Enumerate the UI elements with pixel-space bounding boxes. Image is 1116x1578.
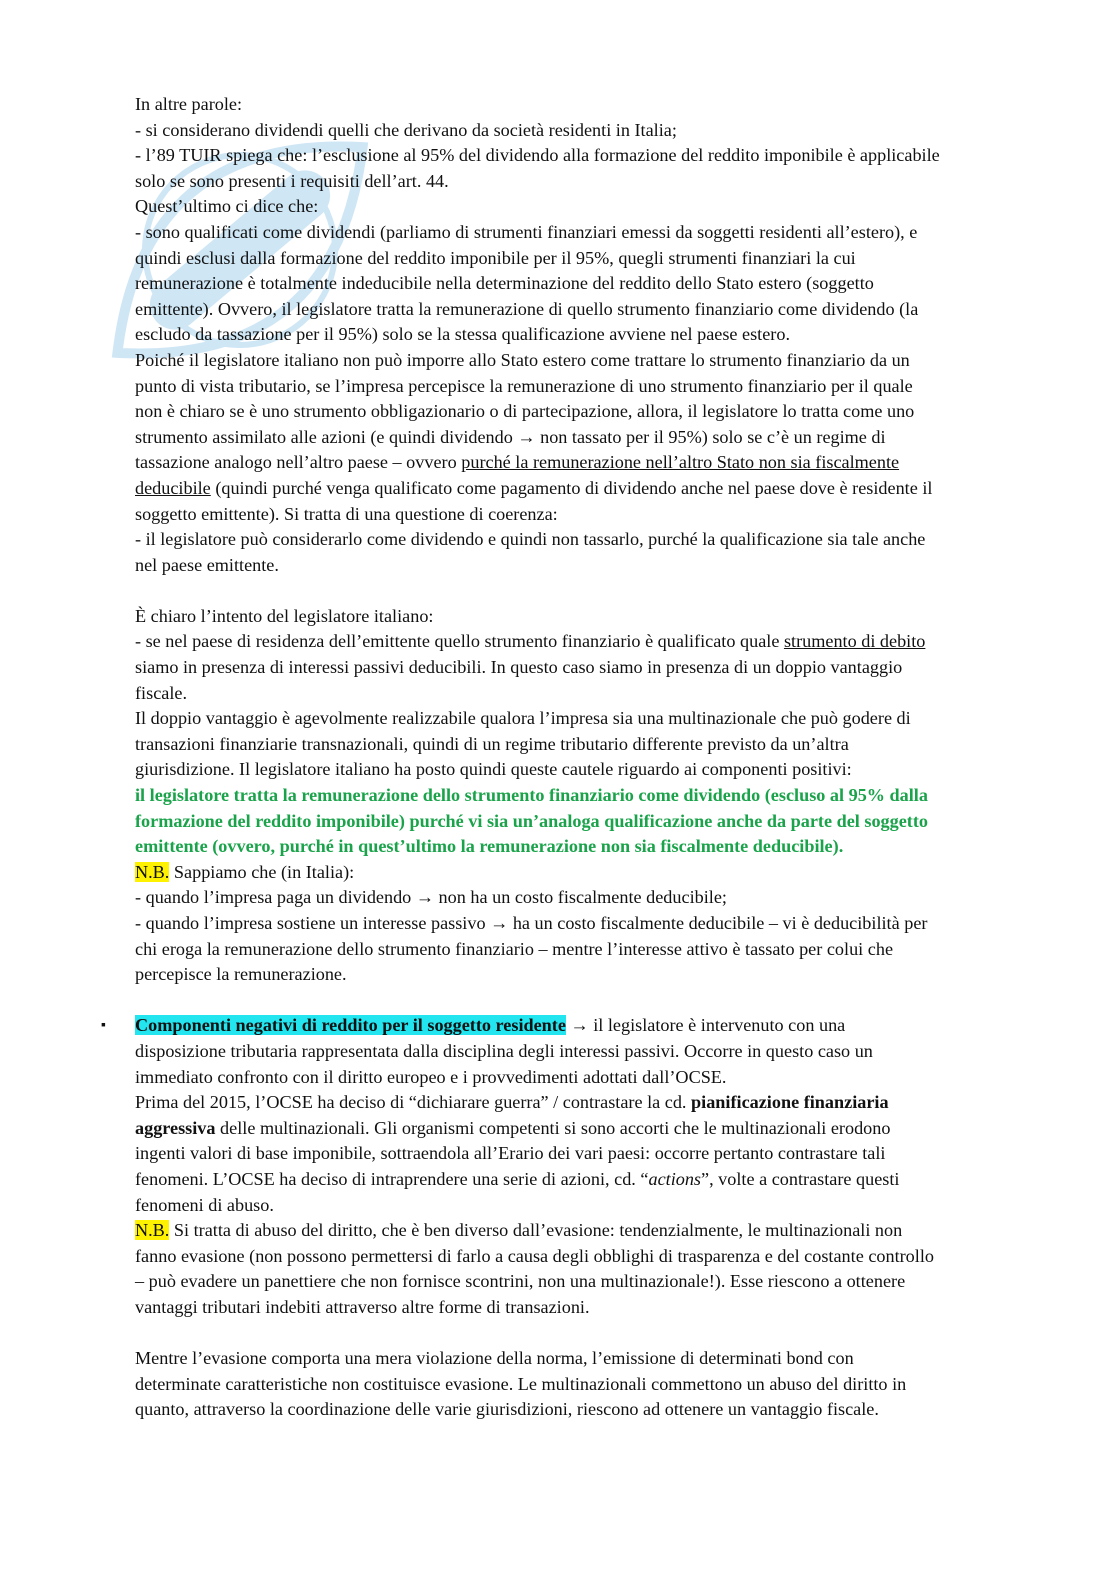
text-line: immediato confronto con il diritto europeo e i provvedimenti adottati dall’OCSE. [135, 1066, 727, 1087]
paragraph-spacer [135, 578, 1047, 604]
text-line [135, 860, 1047, 886]
text-line: percepisce la remunerazione. [135, 964, 347, 985]
text-line: - l’89 TUIR spiega che: l’esclusione al 95% del dividendo alla formazione del reddito imponibile è applicabile [135, 145, 940, 166]
nb-highlight: N.B. [135, 1220, 170, 1241]
italic-text: actions [648, 1168, 702, 1189]
text-segment: fenomeni. L’OCSE ha deciso di intraprendere una serie di azioni, cd. “ [135, 1168, 649, 1189]
text-segment: Si tratta di abuso del diritto, che è ben diverso dall’evasione: tendenzialmente, le multinazionali non [169, 1220, 903, 1241]
text-line: fiscale. [135, 682, 188, 703]
text-line: siamo in presenza di interessi passivi deducibili. In questo caso siamo in presenza di un doppio vantaggio [135, 657, 903, 678]
text-line [135, 1167, 1047, 1193]
text-line: Il doppio vantaggio è agevolmente realizzabile qualora l’impresa sia una multinazionale che può godere di [135, 708, 911, 729]
section-heading-highlight: Componenti negativi di reddito per il soggetto residente [135, 1015, 566, 1036]
text-line: quindi esclusi dalla formazione del reddito imponibile per il 95%, quegli strumenti finanziari la cui [135, 247, 856, 268]
text-segment: ”, volte a contrastare questi [701, 1168, 900, 1189]
paragraph-spacer [135, 1321, 1047, 1347]
text-line [135, 1090, 1047, 1116]
text-line: – può evadere un panettiere che non fornisce scontrini, non una multinazionale!). Esse riescono a ottenere [135, 1271, 906, 1292]
nb-highlight: N.B. [135, 861, 170, 882]
text-line: emittente). Ovvero, il legislatore tratta la remunerazione di quello strumento finanziario come dividendo (la [135, 298, 919, 319]
text-line: giurisdizione. Il legislatore italiano ha posto quindi queste cautele riguardo ai componenti positivi: [135, 759, 852, 780]
text-line: chi eroga la remunerazione dello strumento finanziario – mentre l’interesse attivo è tassato per colui che [135, 938, 894, 959]
text-line: remunerazione è totalmente indeducibile nella determinazione del reddito dello Stato estero (soggetto [135, 273, 874, 294]
text-line: solo se sono presenti i requisiti dell’art. 44. [135, 170, 449, 191]
text-segment: - se nel paese di residenza dell’emittente quello strumento finanziario è qualificato quale [135, 631, 784, 652]
text-line [135, 476, 1047, 502]
underlined-text: purché la remunerazione nell’altro Stato non sia fiscalmente [461, 452, 900, 473]
text-segment: → il legislatore è intervenuto con una [565, 1015, 846, 1036]
text-line: fanno evasione (non possono permettersi di farlo a causa degli obblighi di trasparenza e del costante controllo [135, 1245, 934, 1266]
text-line: - si considerano dividendi quelli che derivano da società residenti in Italia; [135, 119, 677, 140]
text-segment: Prima del 2015, l’OCSE ha deciso di “dichiarare guerra” / contrastare la cd. [135, 1092, 692, 1113]
text-line: strumento assimilato alle azioni (e quindi dividendo → non tassato per il 95%) solo se c’è un regime di [135, 426, 886, 447]
text-line: Poiché il legislatore italiano non può imporre allo Stato estero come trattare lo strumento finanziario da un [135, 349, 910, 370]
paragraph-spacer [135, 988, 1047, 1014]
text-line: nel paese emittente. [135, 554, 279, 575]
bullet-item [101, 1013, 1047, 1039]
text-line: - il legislatore può considerarlo come dividendo e quindi non tassarlo, purché la qualificazione sia tale anche [135, 529, 926, 550]
green-emphasis-line: formazione del reddito imponibile) purché vi sia un’analoga qualificazione anche da parte del soggetto [135, 810, 929, 831]
text-line: È chiaro l’intento del legislatore italiano: [135, 605, 434, 626]
text-line [135, 450, 1047, 476]
bold-text: pianificazione finanziaria [691, 1092, 889, 1113]
text-segment: (quindi purché venga qualificato come pagamento di dividendo anche nel paese dove è residente il [210, 477, 933, 498]
text-line: disposizione tributaria rappresentata dalla disciplina degli interessi passivi. Occorre in questo caso un [135, 1040, 873, 1061]
text-line: - quando l’impresa paga un dividendo → non ha un costo fiscalmente deducibile; [135, 887, 727, 908]
text-line: soggetto emittente). Si tratta di una questione di coerenza: [135, 503, 558, 524]
text-line: determinate caratteristiche non costituisce evasione. Le multinazionali commettono un abuso del diritto in [135, 1373, 907, 1394]
text-line: Quest’ultimo ci dice che: [135, 196, 319, 217]
text-line: - sono qualificati come dividendi (parliamo di strumenti finanziari emessi da soggetti residenti all’estero), e [135, 221, 918, 242]
text-line: ingenti valori di base imponibile, sottraendola all’Erario dei vari paesi: occorre pertanto contrastare tali [135, 1143, 886, 1164]
text-line [135, 1218, 1047, 1244]
green-emphasis-line: emittente (ovvero, purché in quest’ultimo la remunerazione non sia fiscalmente deducibile). [135, 836, 844, 857]
document-body [101, 92, 1047, 1423]
text-line: - quando l’impresa sostiene un interesse passivo → ha un costo fiscalmente deducibile – vi è deducibilità per [135, 913, 928, 933]
text-line: Mentre l’evasione comporta una mera violazione della norma, l’emissione di determinati bond con [135, 1348, 854, 1369]
text-line: escludo da tassazione per il 95%) solo se la stessa qualificazione avviene nel paese estero. [135, 324, 791, 345]
text-segment: tassazione analogo nell’altro paese – ovvero [135, 452, 462, 473]
underlined-text: strumento di debito [783, 631, 926, 652]
square-bullet-icon: ▪ [101, 1018, 106, 1034]
text-line [135, 1116, 1047, 1142]
text-line: In altre parole: [135, 94, 243, 114]
text-line: fenomeni di abuso. [135, 1194, 274, 1215]
text-line: non è chiaro se è uno strumento obbligazionario o di partecipazione, allora, il legislatore lo tratta come uno [135, 401, 915, 422]
text-line: quanto, attraverso la coordinazione delle varie giurisdizioni, riescono ad ottenere un vantaggio fiscale. [135, 1399, 879, 1420]
text-segment: Sappiamo che (in Italia): [169, 861, 355, 882]
text-segment: delle multinazionali. Gli organismi competenti si sono accorti che le multinazionali erodono [215, 1117, 891, 1138]
text-line: transazioni finanziarie transnazionali, quindi di un regime tributario differente previsto da un’altra [135, 733, 849, 754]
underlined-text: deducibile [135, 477, 211, 498]
text-line: punto di vista tributario, se l’impresa percepisce la remunerazione di uno strumento finanziario per il quale [135, 375, 913, 396]
green-emphasis-line: il legislatore tratta la remunerazione dello strumento finanziario come dividendo (escluso al 95% dalla [135, 785, 928, 806]
text-line [135, 629, 1047, 655]
text-line: vantaggi tributari indebiti attraverso altre forme di transazioni. [135, 1296, 590, 1317]
bold-text: aggressiva [135, 1117, 216, 1138]
